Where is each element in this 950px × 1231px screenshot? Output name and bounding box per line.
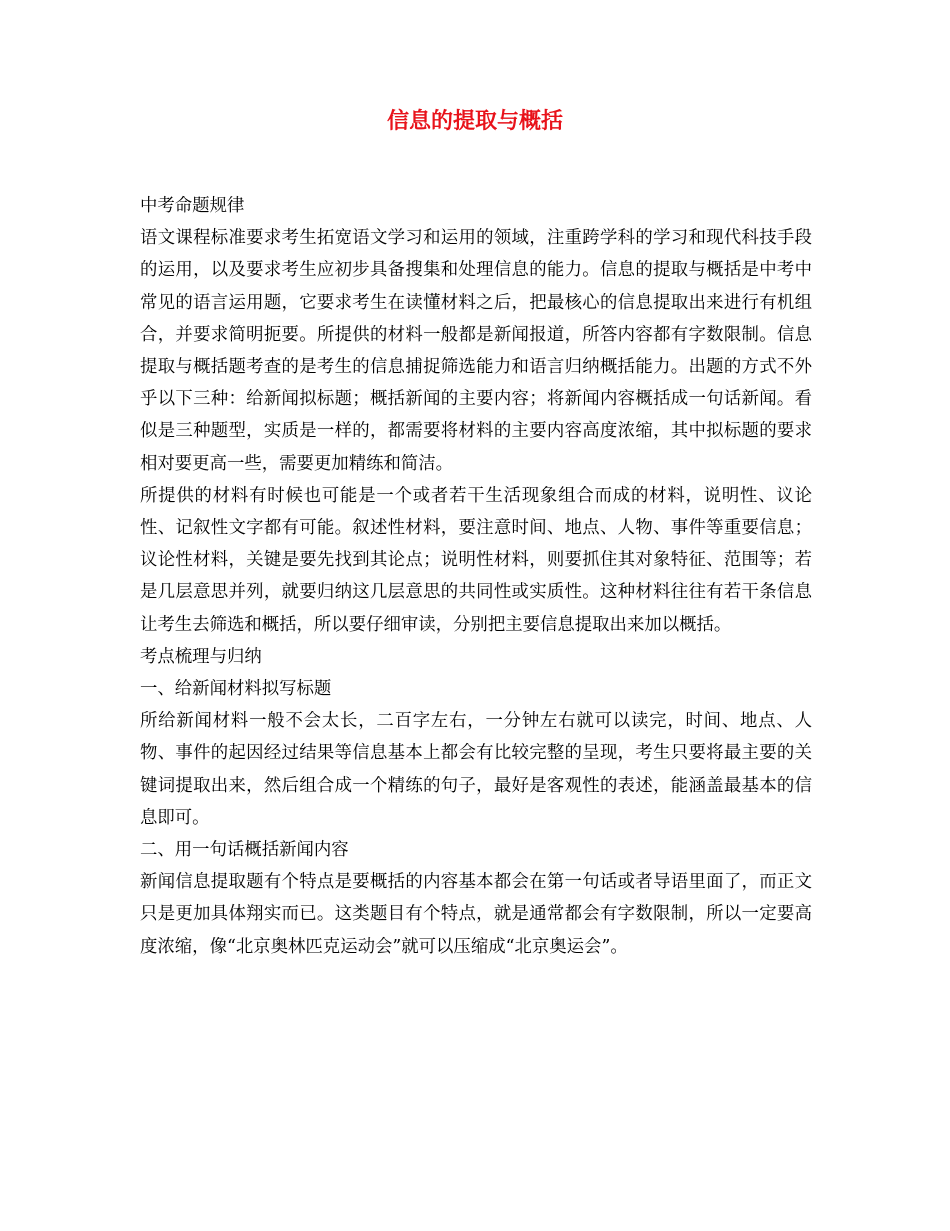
body-paragraph: 新闻信息提取题有个特点是要概括的内容基本都会在第一句话或者导语里面了，而正文只是更加具体翔实而已。这类题目有个特点，就是通常都会有字数限制，所以一定要高度浓缩，像“北京奥林匹克运动会”就可以压缩成“北京奥运会”。	[140, 872, 812, 957]
section-heading: 考点梳理与归纳	[140, 646, 262, 667]
document-title: 信息的提取与概括	[386, 109, 563, 134]
body-paragraph: 所提供的材料有时候也可能是一个或者若干生活现象组合而成的材料，说明性、议论性、记叙性文字都有可能。叙述性材料，要注意时间、地点、人物、事件等重要信息；议论性材料，关键是要先找到其论点；说明性材料，则要抓住其对象特征、范围等；若是几层意思并列，就要归纳这几层意思的共同性或实质性。这种材料往往有若干条信息让考生去筛选和概括，所以要仔细审读，分别把主要信息提取出来加以概括。	[140, 485, 812, 635]
body-paragraph: 所给新闻材料一般不会太长，二百字左右，一分钟左右就可以读完，时间、地点、人物、事件的起因经过结果等信息基本上都会有比较完整的呈现，考生只要将最主要的关键词提取出来，然后组合成一个精练的句子，最好是客观性的表述，能涵盖最基本的信息即可。	[140, 711, 812, 828]
subsection-heading: 二、用一句话概括新闻内容	[140, 840, 349, 861]
subsection-heading: 一、给新闻材料拟写标题	[140, 679, 332, 700]
body-paragraph: 语文课程标准要求考生拓宽语文学习和运用的领域，注重跨学科的学习和现代科技手段的运用，以及要求考生应初步具备搜集和处理信息的能力。信息的提取与概括是中考中常见的语言运用题，它要求考生在读懂材料之后，把最核心的信息提取出来进行有机组合，并要求简明扼要。所提供的材料一般都是新闻报道，所答内容都有字数限制。信息提取与概括题考查的是考生的信息捕捉筛选能力和语言归纳概括能力。出题的方式不外乎以下三种：给新闻拟标题；概括新闻的主要内容；将新闻内容概括成一句话新闻。看似是三种题型，实质是一样的，都需要将材料的主要内容高度浓缩，其中拟标题的要求相对要更高一些，需要更加精练和简洁。	[140, 228, 812, 474]
document-body	[140, 190, 812, 963]
section-heading: 中考命题规律	[140, 196, 245, 216]
